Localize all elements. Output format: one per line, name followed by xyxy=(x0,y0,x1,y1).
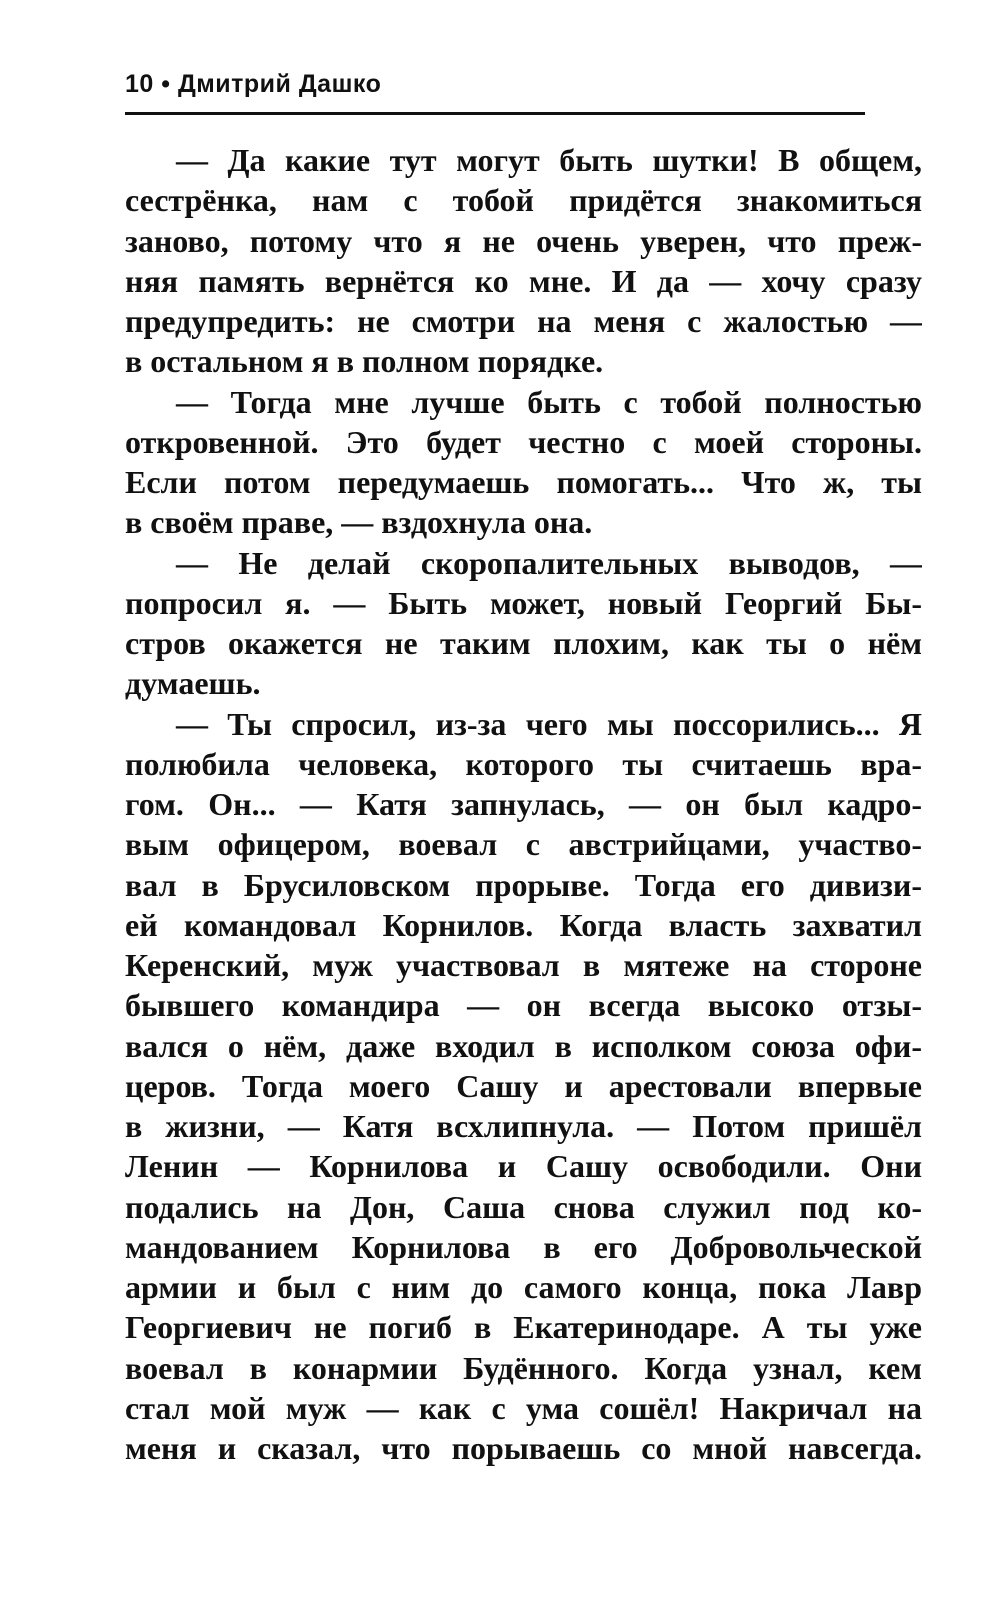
text-line: гом. Он... — Катя запнулась, — он был кадро- xyxy=(125,786,922,822)
text-line: подались на Дон, Саша снова служил под ко- xyxy=(125,1188,922,1225)
text-line: думаешь. xyxy=(125,665,261,702)
header-separator: • xyxy=(161,70,171,98)
header-rule xyxy=(125,112,865,115)
running-head xyxy=(125,70,381,99)
text-line: Георгиевич не погиб в Екатеринодаре. А ты уже xyxy=(125,1309,922,1346)
text-line: откровенной. Это будет честно с моей стороны. xyxy=(125,423,922,460)
text-line: армии и был с ним до самого конца, пока Лавр xyxy=(125,1269,922,1305)
text-line: церов. Тогда моего Сашу и арестовали впервые xyxy=(125,1067,922,1104)
text-line: — Не делай скоропалительных выводов, — xyxy=(176,544,922,581)
text-line: попросил я. — Быть может, новый Георгий Бы- xyxy=(125,584,922,621)
body-text xyxy=(125,140,922,1468)
text-line: стров окажется не таким плохим, как ты о нём xyxy=(125,625,922,661)
text-line: стал мой муж — как с ума сошёл! Накричал на xyxy=(125,1389,922,1426)
text-line: ей командовал Корнилов. Когда власть захватил xyxy=(125,906,922,943)
text-line: — Тогда мне лучше быть с тобой полностью xyxy=(176,383,922,420)
text-line: в жизни, — Катя всхлипнула. — Потом пришёл xyxy=(125,1108,922,1144)
page-number: 10 xyxy=(125,70,154,98)
text-line: вал в Брусиловском прорыве. Тогда его дивизи- xyxy=(125,866,922,903)
text-line: Керенский, муж участвовал в мятеже на стороне xyxy=(125,947,922,983)
text-line: бывшего командира — он всегда высоко отзы- xyxy=(125,987,922,1024)
text-line: воевал в конармии Будённого. Когда узнал, кем xyxy=(125,1349,922,1386)
text-line: предупредить: не смотри на меня с жалостью — xyxy=(125,303,922,339)
text-line: няя память вернётся ко мне. И да — хочу сразу xyxy=(125,262,922,299)
text-line: вался о нём, даже входил в исполком союза офи- xyxy=(125,1027,922,1064)
text-line: мандованием Корнилова в его Добровольческой xyxy=(125,1228,922,1265)
text-line: — Ты спросил, из-за чего мы поссорились... Я xyxy=(176,705,922,742)
author-name: Дмитрий Дашко xyxy=(177,70,382,98)
text-line: Ленин — Корнилова и Сашу освободили. Они xyxy=(125,1148,922,1185)
text-line: в своём праве, — вздохнула она. xyxy=(125,504,593,541)
text-line: заново, потому что я не очень уверен, что преж- xyxy=(125,222,922,259)
text-line: Если потом передумаешь помогать... Что ж, ты xyxy=(125,464,922,500)
text-line: полюбила человека, которого ты считаешь вра- xyxy=(125,745,922,782)
text-line: сестрёнка, нам с тобой придётся знакомиться xyxy=(125,182,922,219)
text-line: меня и сказал, что порываешь со мной навсегда. xyxy=(125,1430,922,1466)
text-line: вым офицером, воевал с австрийцами, участво- xyxy=(125,826,922,863)
text-line: — Да какие тут могут быть шутки! В общем, xyxy=(176,142,922,178)
text-line: в остальном я в полном порядке. xyxy=(125,343,604,380)
